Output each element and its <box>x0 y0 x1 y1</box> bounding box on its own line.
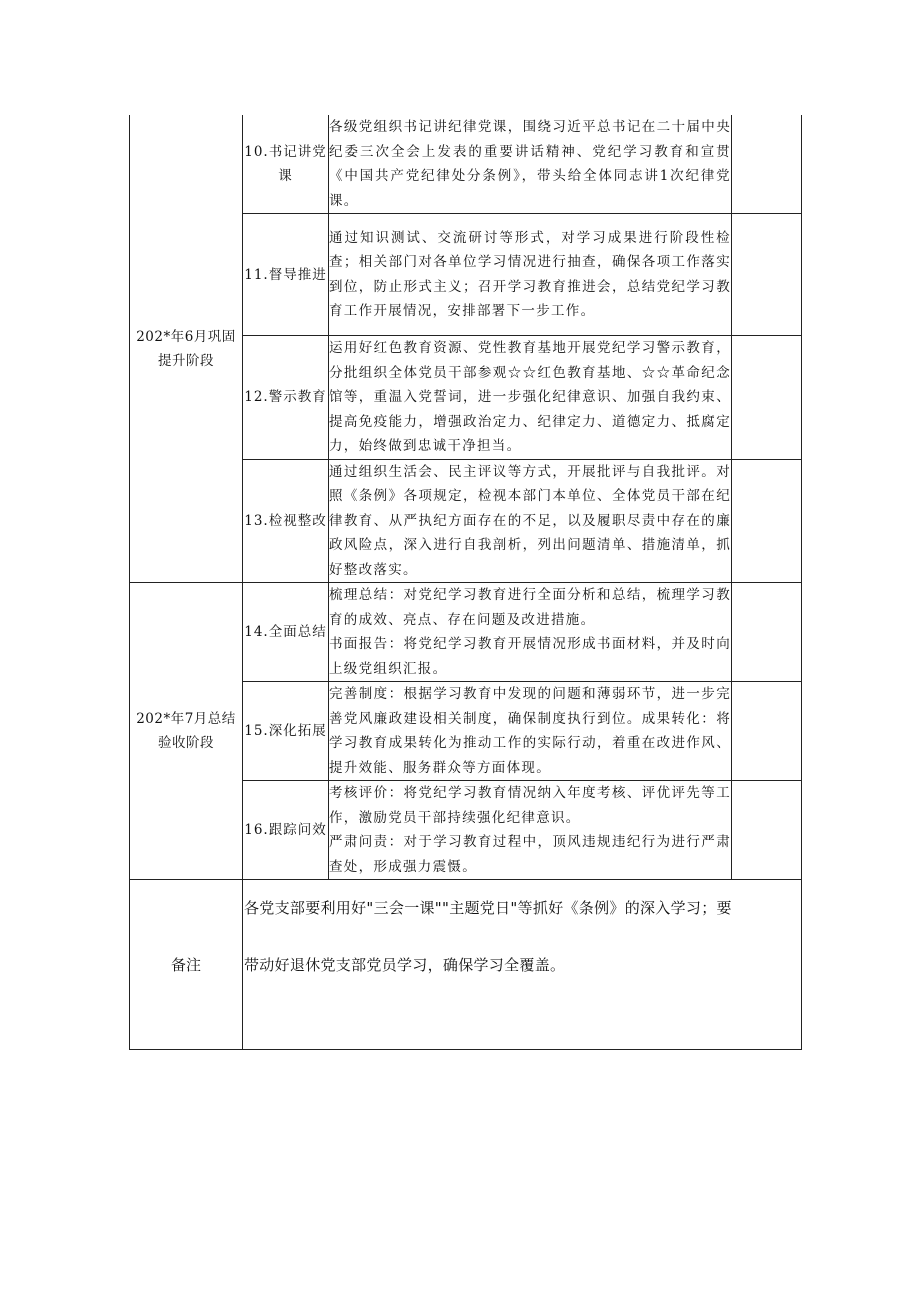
task-label: 16.跟踪问效 <box>244 822 327 838</box>
blank-cell <box>732 781 802 880</box>
content-paragraph: 考核评价：将党纪学习教育情况纳入年度考核、评优评先等工作，激励党员干部持续强化纪律意识。 <box>329 785 731 826</box>
task-cell <box>243 682 329 781</box>
task-label: 11.督导推进 <box>244 266 327 283</box>
content-paragraph: 完善制度：根据学习教育中发现的问题和薄弱环节，进一步完善党风廉政建设相关制度，确保制度执行到位。成果转化：将学习教育成果转化为推动工作的实际行动，着重在改进作风、提升效能、服务群众等方面体现。 <box>329 686 731 776</box>
task-label: 12.警示教育 <box>244 389 327 406</box>
task-cell <box>243 781 329 880</box>
blank-cell <box>732 459 802 583</box>
content-cell <box>329 459 732 583</box>
remarks-text-cell <box>243 880 802 1050</box>
content-cell <box>329 682 732 781</box>
task-cell <box>243 583 329 682</box>
task-label: 15.深化拓展 <box>244 723 327 739</box>
task-label: 10.书记讲党课 <box>244 144 327 184</box>
remarks-label-cell <box>130 880 243 1050</box>
blank-cell <box>732 214 802 336</box>
task-cell <box>243 214 329 336</box>
content-paragraph: 通过组织生活会、民主评议等方式，开展批评与自我批评。对照《条例》各项规定，检视本部门本单位、全体党员干部在纪律教育、从严执纪方面存在的不足，以及履职尽责中存在的廉政风险点，深入进行自我剖析，列出问题清单、措施清单，抓好整改落实。 <box>329 463 731 578</box>
content-paragraph: 各级党组织书记讲纪律党课，围绕习近平总书记在二十届中央纪委三次全会上发表的重要讲话精神、党纪学习教育和宣贯《中国共产党纪律处分条例》，带头给全体同志讲1次纪律党课。 <box>329 119 731 209</box>
blank-cell <box>732 115 802 214</box>
stage-label: 202*年6月巩固提升阶段 <box>136 328 236 369</box>
remarks-text: 各党支部要利用好"三会一课""主题党日"等抓好《条例》的深入学习；要带动好退休党支部党员学习，确保学习全覆盖。 <box>244 899 732 974</box>
content-paragraph: 书面报告：将党纪学习教育开展情况形成书面材料，并及时向上级党组织汇报。 <box>329 636 731 677</box>
table-row <box>130 583 802 682</box>
remarks-row <box>130 880 802 1050</box>
task-label: 13.检视整改 <box>244 512 327 529</box>
content-cell <box>329 781 732 880</box>
stage-cell <box>130 115 243 583</box>
content-cell <box>329 336 732 460</box>
content-paragraph: 运用好红色教育资源、党性教育基地开展党纪学习警示教育，分批组织全体党员干部参观☆☆红色教育基地、☆☆革命纪念馆等，重温入党誓词，进一步强化纪律意识、加强自我约束、提高免疫能力，增强政治定力、纪律定力、道德定力、抵腐定力，始终做到忠诚干净担当。 <box>329 340 731 454</box>
content-cell <box>329 583 732 682</box>
blank-cell <box>732 682 802 781</box>
blank-cell <box>732 583 802 682</box>
content-paragraph: 严肃问责：对于学习教育过程中，顶风违规违纪行为进行严肃查处，形成强力震慑。 <box>329 834 731 875</box>
stage-cell <box>130 583 243 880</box>
remarks-label: 备注 <box>170 956 201 974</box>
table-row <box>130 115 802 214</box>
content-cell <box>329 115 732 214</box>
content-paragraph: 通过知识测试、交流研讨等形式，对学习成果进行阶段性检查；相关部门对各单位学习情况进行抽查，确保各项工作落实到位，防止形式主义；召开学习教育推进会，总结党纪学习教育工作开展情况，安排部署下一步工作。 <box>329 229 731 319</box>
task-cell <box>243 115 329 214</box>
task-label: 14.全面总结 <box>244 624 327 640</box>
work-plan-table <box>129 115 802 1050</box>
stage-label: 202*年7月总结验收阶段 <box>136 711 236 751</box>
content-paragraph: 梳理总结：对党纪学习教育进行全面分析和总结，梳理学习教育的成效、亮点、存在问题及改进措施。 <box>329 587 731 628</box>
task-cell <box>243 459 329 583</box>
blank-cell <box>732 336 802 460</box>
task-cell <box>243 336 329 460</box>
content-cell <box>329 214 732 336</box>
